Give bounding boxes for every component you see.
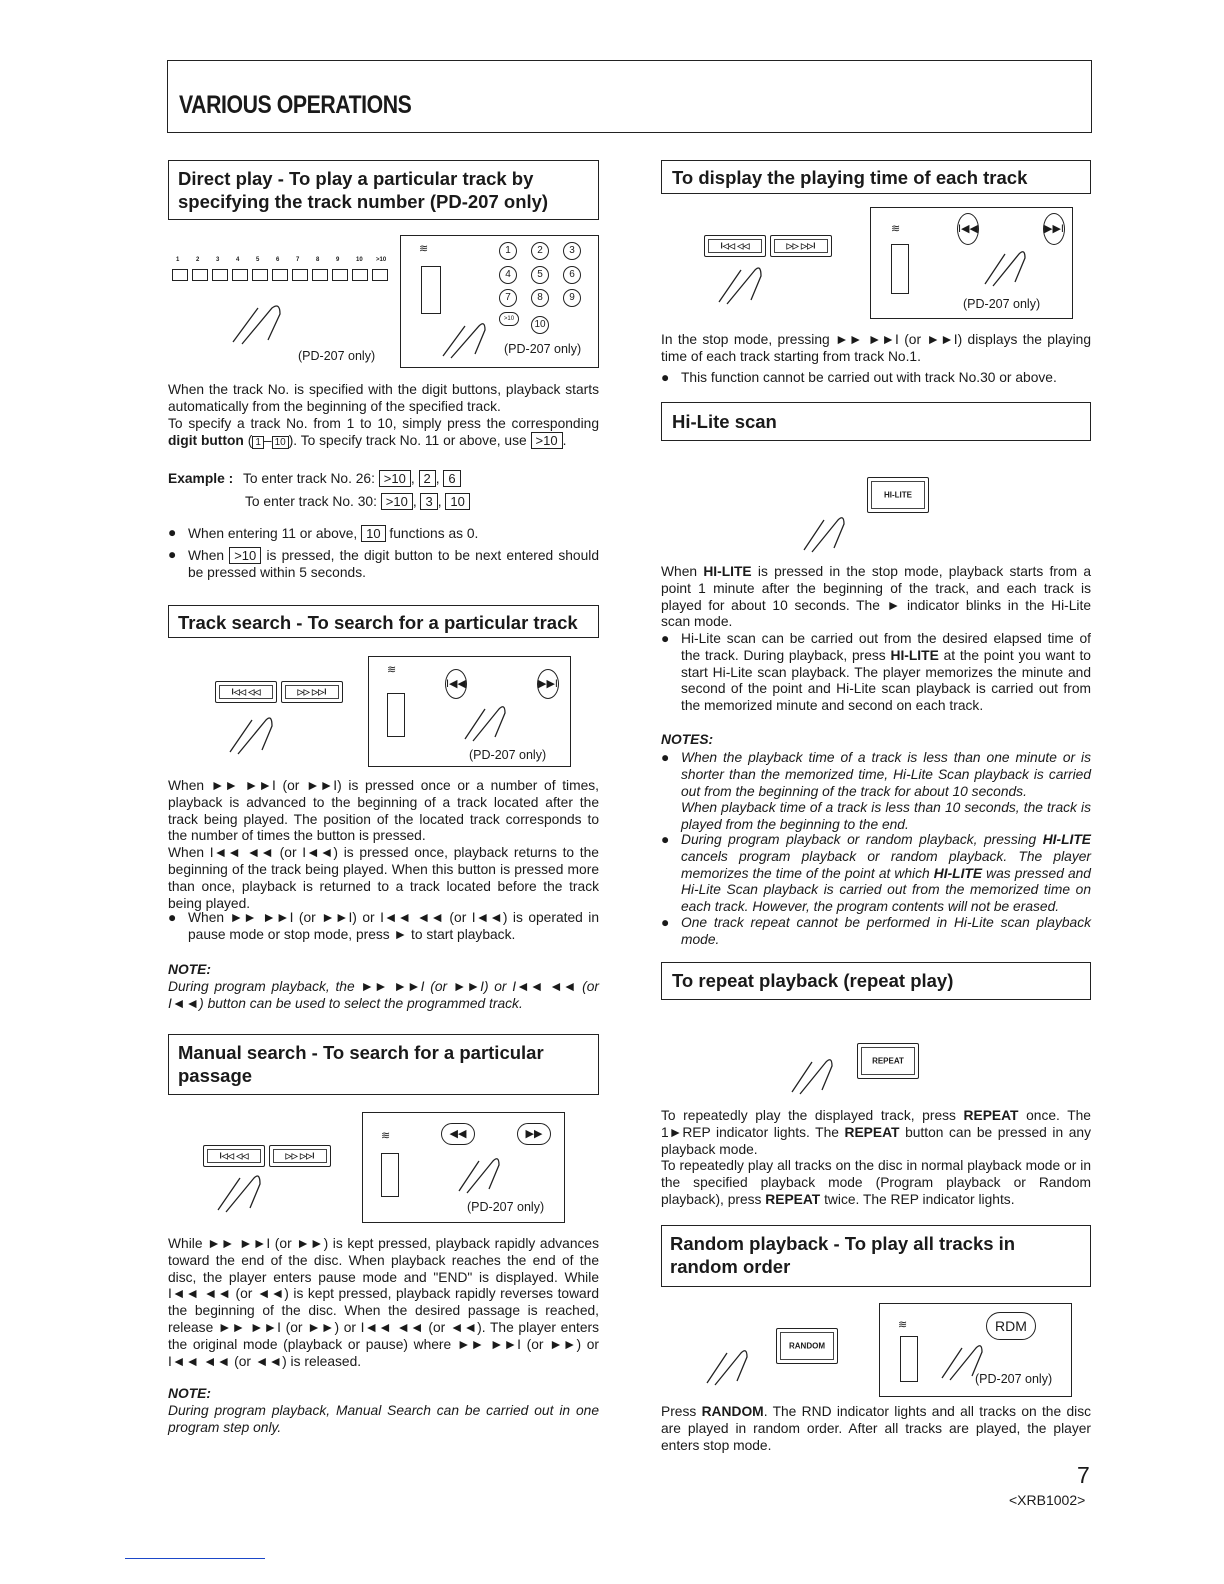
hilite-button-label: HI-LITE — [884, 490, 912, 500]
remote-control-icon — [381, 1153, 399, 1197]
remote-signal-icon: ≋ — [419, 243, 429, 255]
example-block: Example : To enter track No. 26: >10 , 2 , 6 To enter track No. 30: >10 , 3 , 10 — [168, 470, 599, 511]
note-text: During program playback or random playback, pressing — [681, 832, 1037, 847]
remote-digit-panel — [400, 235, 599, 368]
skip-back-icon: I◀◀ — [957, 213, 979, 245]
hand-pointer-icon — [800, 512, 850, 556]
note-label: NOTE: — [168, 1386, 211, 1401]
note-text: One track repeat cannot be performed in Hi-Lite scan playback mode. — [681, 915, 1091, 947]
remote-digit-button: 4 — [499, 266, 517, 284]
bullet-text: is pressed, the digit button to be next entered should be pressed within 5 seconds. — [188, 548, 600, 580]
repeat-bold: REPEAT — [765, 1191, 821, 1207]
hilite-note-1 — [661, 750, 1091, 832]
repeat-button-label: REPEAT — [872, 1056, 904, 1066]
digit-label: 9 — [336, 257, 340, 263]
remote-signal-icon: ≋ — [387, 664, 397, 676]
bullet-text: Hi-Lite scan can be carried out from the desired elapsed time of the track. During playback, press — [681, 631, 1091, 663]
remote-digit-button: 8 — [531, 289, 549, 307]
display-time-paragraph: In the stop mode, pressing ►► ►►I (or ►►I) displays the playing time of each track starting from track No.1. — [661, 332, 1091, 364]
manual-search-header — [168, 1034, 599, 1095]
rev-button-label: I◁◁ ◁◁ — [219, 1151, 249, 1161]
skip-back-icon: I◀◀ — [445, 669, 467, 699]
notes-label: NOTES: — [661, 732, 714, 747]
bullet-icon: ● — [661, 915, 670, 930]
display-time-title: To display the playing time of each track — [672, 167, 1028, 188]
direct-play-p2a: To specify a track No. from 1 to 10, simply press the corresponding — [168, 415, 599, 431]
digit-label: 7 — [296, 257, 300, 263]
note-text: During program playback, Manual Search can be carried out in one program step only. — [168, 1402, 599, 1435]
hilite-p1c: is pressed in the stop mode, playback starts from a point 1 minute after the beginning of the track, and each track is played for about 10 seconds. The ► indicator blinks in the Hi-Lite scan mode. — [661, 564, 1091, 630]
hilite-paragraph — [661, 564, 1091, 631]
page-number: 7 — [1077, 1462, 1090, 1488]
random-text: Press — [661, 1404, 697, 1419]
digit-button — [192, 269, 208, 281]
digit-label: 3 — [216, 257, 220, 263]
direct-play-paragraph — [168, 382, 599, 450]
manual-search-note — [168, 1386, 599, 1436]
rdm-icon: RDM — [986, 1312, 1036, 1340]
remote-time-panel — [870, 207, 1073, 319]
hilite-bold: HI-LITE — [703, 564, 752, 579]
remote-digit-button: 10 — [531, 316, 549, 334]
digit-label: 6 — [276, 257, 280, 263]
random-button-label: RANDOM — [789, 1341, 825, 1351]
hilite-p1a: When — [661, 564, 698, 579]
repeat-text: To repeatedly play the displayed track, press — [661, 1108, 956, 1123]
digit-button — [272, 269, 288, 281]
example-2-key: 10 — [445, 493, 469, 510]
digit-button-label: digit button — [168, 433, 244, 449]
remote-scan-panel — [362, 1112, 565, 1223]
digit-buttons-panel — [172, 257, 394, 287]
key-over-10: >10 — [531, 432, 563, 449]
remote-skip-panel — [368, 656, 571, 767]
remote-random-panel — [879, 1303, 1072, 1397]
bullet-icon: ● — [168, 910, 177, 925]
note-text: When the playback time of a track is less than one minute or is shorter than the memorized time, Hi-Lite Scan playback is carried out from the beginning of the track for about 10 seconds. — [681, 750, 1091, 799]
hand-pointer-icon — [461, 701, 517, 745]
hand-pointer-icon — [715, 262, 775, 308]
note-text: During program playback, the ►► ►►I (or ►►I) or I◄◄ ◄◄ (or I◄◄) button can be used to select the programmed track. — [168, 978, 599, 1011]
random-title: Random playback - To play all tracks in random order — [670, 1233, 1016, 1277]
repeat-text: twice. The REP indicator lights. — [824, 1191, 1015, 1207]
page-header — [167, 60, 1092, 133]
rev-button-label: I◁◁ ◁◁ — [231, 687, 261, 697]
bullet-icon: ● — [168, 525, 177, 540]
digit-label: 1 — [176, 257, 180, 263]
repeat-bold: REPEAT — [844, 1124, 900, 1140]
key-10: 10 — [272, 436, 289, 449]
rev-button-label: I◁◁ ◁◁ — [720, 241, 750, 251]
note-text: cancels program playback or random playback. The player memorizes the time of the point at which — [681, 848, 1091, 881]
hilite-bold: HI-LITE — [1042, 832, 1091, 847]
track-search-note — [168, 962, 599, 1012]
direct-play-bullet-2 — [168, 547, 599, 587]
direct-play-p2e: ). To specify track No. 11 or above, use — [288, 433, 527, 449]
rev-button — [203, 1145, 265, 1167]
random-paragraph — [661, 1404, 1091, 1454]
fwd-button-label: ▷▷ ▷▷I — [786, 241, 816, 251]
track-search-p1: When ►► ►►I (or ►►I) is pressed once or a number of times, playback is advanced to the beginning of a track located after the track being played. The position of the located track corresponds to the number of times the button is pressed. — [168, 778, 599, 844]
paren-open: ( — [247, 433, 253, 449]
hand-pointer-icon — [788, 1054, 838, 1098]
digit-label: >10 — [376, 257, 387, 263]
remote-control-icon — [421, 266, 441, 314]
example-1-key: >10 — [379, 470, 411, 487]
track-search-bullet — [168, 910, 599, 946]
hand-pointer-icon — [981, 246, 1037, 290]
repeat-bold: REPEAT — [963, 1108, 1019, 1123]
digit-button — [372, 269, 388, 281]
scan-fwd-icon: ▶▶ — [517, 1123, 551, 1145]
digit-label: 2 — [196, 257, 200, 263]
hand-pointer-icon — [439, 318, 499, 362]
remote-signal-icon: ≋ — [891, 223, 901, 235]
example-2-key: >10 — [381, 493, 413, 510]
bullet-icon: ● — [661, 370, 670, 385]
repeat-paragraph — [661, 1108, 1091, 1209]
hilite-title: Hi-Lite scan — [672, 411, 777, 432]
remote-control-icon — [900, 1336, 918, 1382]
direct-play-header — [168, 160, 599, 220]
hand-pointer-icon — [703, 1345, 753, 1389]
bullet-icon: ● — [661, 750, 670, 765]
random-text: . The RND indicator lights and all tracks on the disc are played in random order. After all tracks are played, the player enters stop mode. — [661, 1404, 1091, 1453]
bottom-underline — [125, 1558, 265, 1559]
display-time-bullet — [661, 370, 1091, 390]
bullet-text: functions as 0. — [389, 526, 479, 541]
digit-label: 8 — [316, 257, 320, 263]
bullet-text: This function cannot be carried out with track No.30 or above. — [681, 370, 1057, 385]
example-label: Example : — [168, 471, 234, 486]
repeat-header — [661, 962, 1091, 1000]
note-text: When playback time of a track is less than 10 seconds, the track is played from the beginning to the end. — [681, 800, 1091, 833]
bullet-text: When — [188, 548, 225, 563]
hilite-notes-label — [661, 732, 1091, 749]
display-time-header — [661, 160, 1091, 194]
bullet-text: at the point you want to start Hi-Lite scan playback. The player memorizes the minute and second of the point and Hi-Lite scan playback is carried out from the memorized minute and second on each track. — [681, 647, 1091, 714]
repeat-text: button can be pressed in any playback mode. — [661, 1124, 1091, 1157]
fwd-button-label: ▷▷ ▷▷I — [297, 687, 327, 697]
manual-search-caption: (PD-207 only) — [467, 1200, 545, 1214]
bullet-icon: ● — [168, 547, 177, 562]
period: . — [562, 433, 567, 449]
example-2-text: To enter track No. 30: — [245, 493, 377, 509]
digit-label: 5 — [256, 257, 260, 263]
display-time-caption: (PD-207 only) — [963, 297, 1041, 311]
direct-play-p1: When the track No. is specified with the digit buttons, playback starts automatically from the beginning of the specified track. — [168, 382, 599, 414]
rev-button — [215, 681, 277, 703]
direct-play-bullet-1 — [168, 525, 599, 545]
repeat-text: once. The 1►REP indicator lights. The — [661, 1108, 1091, 1140]
dash: – — [263, 433, 272, 449]
digit-button — [232, 269, 248, 281]
skip-fwd-icon: ▶▶I — [1043, 213, 1065, 245]
remote-digit-button: >10 — [499, 312, 519, 326]
hilite-bold: HI-LITE — [933, 865, 983, 881]
track-search-paragraph — [168, 778, 599, 912]
track-search-title: Track search - To search for a particular track — [178, 612, 578, 633]
key-10: 10 — [361, 525, 385, 542]
manual-search-paragraph: While ►► ►►I (or ►►) is kept pressed, playback rapidly advances toward the end of the disc. When playback reaches the end of the disc, the player enters pause mode and "END" is displayed. While I◄◄ ◄◄ (or ◄◄) is kept pressed, playback rapidly reverses toward the beginning of the disc. When the desired passage is reached, release ►► ►►I (or ►►) or I◄◄ ◄◄ (or ◄◄). The player enters the original mode (playback or pause) where ►► ►►I (or ►►) or I◄◄ ◄◄ (or ◄◄) is released. — [168, 1236, 599, 1369]
hilite-note-2 — [661, 832, 1091, 914]
random-caption: (PD-207 only) — [975, 1372, 1053, 1386]
hand-pointer-icon — [214, 1170, 274, 1216]
doc-code: <XRB1002> — [1009, 1492, 1086, 1508]
remote-digit-button: 3 — [563, 242, 581, 260]
bullet-icon: ● — [661, 631, 670, 646]
example-2-key: 3 — [420, 493, 437, 510]
track-search-caption: (PD-207 only) — [469, 748, 547, 762]
manual-search-title: Manual search - To search for a particular passage — [178, 1042, 544, 1086]
hand-pointer-icon — [455, 1153, 511, 1197]
random-header — [661, 1225, 1091, 1287]
bullet-text: When entering 11 or above, — [188, 526, 358, 541]
remote-digit-button: 9 — [563, 289, 581, 307]
remote-signal-icon: ≋ — [381, 1130, 391, 1142]
repeat-text: To repeatedly play all tracks on the disc in normal playback mode or in the specified playback mode (Program playback or Random playback), press — [661, 1158, 1091, 1207]
remote-signal-icon: ≋ — [898, 1319, 908, 1331]
hilite-note-3 — [661, 915, 1091, 951]
note-text: was pressed and Hi-Lite Scan playback is carried out from the memorized time on each track. However, the program contents will not be erased. — [681, 865, 1091, 915]
fwd-button — [269, 1145, 331, 1167]
hilite-button — [867, 477, 929, 513]
remote-digit-button: 6 — [563, 266, 581, 284]
remote-digit-button: 5 — [531, 266, 549, 284]
digit-button — [252, 269, 268, 281]
rev-button — [704, 235, 766, 257]
remote-digit-button: 1 — [499, 242, 517, 260]
skip-fwd-icon: ▶▶I — [537, 669, 559, 699]
direct-play-caption-left: (PD-207 only) — [298, 349, 376, 363]
example-1-key: 2 — [419, 470, 436, 487]
note-label: NOTE: — [168, 962, 211, 977]
example-1-text: To enter track No. 26: — [243, 471, 375, 486]
digit-button — [352, 269, 368, 281]
bullet-text: When ►► ►►I (or ►►I) or I◄◄ ◄◄ (or I◄◄) is operated in pause mode or stop mode, press ► to start playback. — [188, 910, 599, 942]
hilite-bullet — [661, 631, 1091, 715]
remote-control-icon — [891, 244, 909, 294]
fwd-button — [281, 681, 343, 703]
remote-control-icon — [387, 693, 405, 737]
page-title: VARIOUS OPERATIONS — [179, 91, 412, 119]
hilite-bold: HI-LITE — [890, 647, 939, 663]
repeat-button — [857, 1043, 919, 1079]
direct-play-title: Direct play - To play a particular track by specifying the track number (PD-207 only) — [178, 168, 549, 212]
hand-pointer-icon — [226, 712, 286, 758]
digit-label: 10 — [356, 257, 363, 263]
example-1-key: 6 — [443, 470, 460, 487]
key-over-10: >10 — [229, 547, 261, 564]
fwd-button — [770, 235, 832, 257]
hilite-header — [661, 402, 1091, 441]
digit-label: 4 — [236, 257, 240, 263]
random-button — [776, 1328, 838, 1364]
digit-button — [332, 269, 348, 281]
bullet-icon: ● — [661, 832, 670, 847]
digit-button — [212, 269, 228, 281]
hand-pointer-icon — [228, 300, 298, 350]
digit-button — [172, 269, 188, 281]
key-1: 1 — [252, 436, 264, 449]
fwd-button-label: ▷▷ ▷▷I — [285, 1151, 315, 1161]
remote-digit-button: 2 — [531, 242, 549, 260]
remote-digit-button: 7 — [499, 289, 517, 307]
repeat-title: To repeat playback (repeat play) — [672, 970, 954, 991]
scan-back-icon: ◀◀ — [441, 1123, 475, 1145]
direct-play-caption-right: (PD-207 only) — [504, 342, 582, 356]
random-bold: RANDOM — [701, 1404, 764, 1419]
digit-button — [312, 269, 328, 281]
track-search-p2: When I◄◄ ◄◄ (or I◄◄) is pressed once, playback returns to the beginning of the track being played. When this button is pressed more than once, playback is returned to a track located before the track being played. — [168, 845, 599, 911]
digit-button — [292, 269, 308, 281]
track-search-header — [168, 605, 599, 638]
